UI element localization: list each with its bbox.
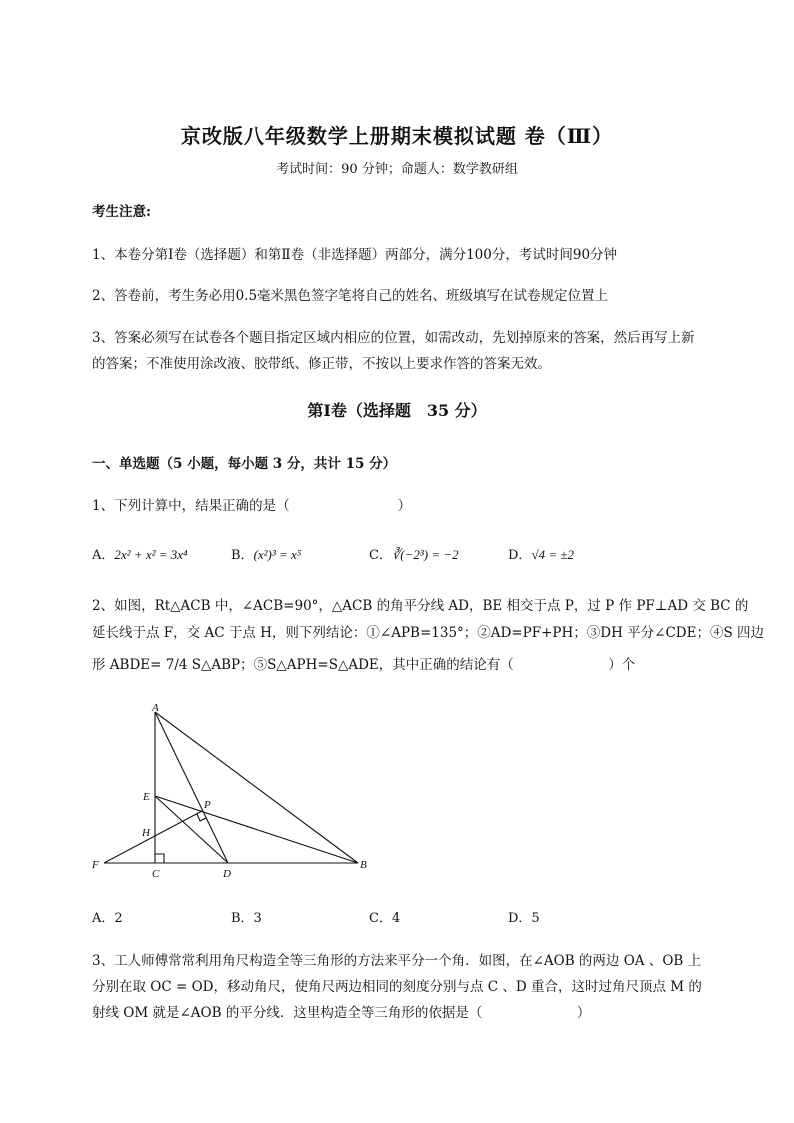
page-title: 京改版八年级数学上册期末模拟试题 卷（Ⅲ）: [180, 124, 614, 148]
exam-info: 考试时间：90 分钟；命题人：数学教研组: [276, 162, 518, 177]
point-label-d: D: [223, 868, 231, 880]
q1-option-d-expr: √4 = ±2: [531, 547, 574, 562]
question-2-line-2: 延长线于点 F，交 AC 于点 H，则下列结论：①∠APB=135°；②AD=PF+PH；③DH 平分∠CDE；④S 四边: [92, 625, 765, 641]
point-label-c: C: [152, 868, 160, 880]
q2-option-c[interactable]: C．4: [369, 911, 401, 926]
question-2-line-3: 形 ABDE= 7/4 S△ABP；⑤S△APH=S△ADE，其中正确的结论有（ ）个: [92, 657, 636, 673]
q2-option-b[interactable]: B．3: [231, 911, 262, 926]
segment-ad: [155, 712, 228, 863]
point-label-b: B: [360, 859, 367, 871]
notice-item-2: 2、答卷前，考生务必用0.5毫米黑色签字笔将自己的姓名、班级填写在试卷规定位置上: [92, 288, 609, 304]
q1-option-b-label: B．: [231, 548, 254, 563]
notice-heading: 考生注意:: [92, 204, 151, 220]
point-label-e: E: [143, 791, 150, 803]
q2-option-a[interactable]: A．2: [92, 911, 123, 926]
segment-be: [155, 796, 358, 863]
q1-option-a[interactable]: [92, 544, 188, 563]
question-1-stem: 1、下列计算中，结果正确的是（ ）: [92, 498, 412, 514]
q1-option-a-expr: 2x² + x² = 3x⁴: [114, 547, 188, 562]
notice-item-3-cont: 的答案；不准使用涂改液、胶带纸、修正带，不按以上要求作答的答案无效。: [92, 356, 551, 372]
segment-ed: [155, 796, 228, 863]
question-3-line-1: 3、工人师傅常常利用角尺构造全等三角形的方法来平分一个角．如图，在∠AOB 的两边 OA 、OB 上: [92, 953, 702, 969]
question-3-line-3: 射线 OM 就是∠AOB 的平分线．这里构造全等三角形的依据是（ ）: [92, 1005, 591, 1021]
point-label-h: H: [142, 827, 150, 839]
q2-triangle-figure: [88, 700, 378, 880]
question-3-line-2: 分别在取 OC = OD，移动角尺，使角尺两边相同的刻度分别与点 C 、D 重合，这时过角尺顶点 M 的: [92, 979, 702, 995]
q1-option-b[interactable]: [231, 544, 301, 563]
q1-option-c[interactable]: [369, 544, 459, 563]
q1-option-d-label: D．: [508, 548, 532, 563]
q2-option-d[interactable]: D．5: [508, 911, 540, 926]
notice-item-1: 1、本卷分第Ⅰ卷（选择题）和第Ⅱ卷（非选择题）两部分，满分100分，考试时间90分钟: [92, 247, 618, 263]
point-label-p: P: [204, 799, 211, 811]
q1-option-b-expr: (x²)³ = x⁵: [253, 547, 302, 562]
notice-item-3: 3、答案必须写在试卷各个题目指定区域内相应的位置，如需改动，先划掉原来的答案，然后再写上新: [92, 330, 695, 346]
q1-option-c-label: C．: [369, 548, 392, 563]
segment-ab: [155, 712, 358, 863]
q1-option-d[interactable]: [508, 544, 574, 563]
right-angle-c: [155, 854, 164, 863]
q1-option-a-label: A．: [92, 548, 115, 563]
point-label-f: F: [92, 859, 99, 871]
question-2-line-1: 2、如图，Rt△ACB 中，∠ACB=90°，△ACB 的角平分线 AD，BE 相交于点 P，过 P 作 PF⊥AD 交 BC 的: [92, 598, 749, 614]
segment-fp: [104, 811, 202, 863]
section-title: 第Ⅰ卷（选择题 35 分）: [307, 401, 487, 420]
point-label-a: A: [152, 702, 159, 714]
part-heading: 一、单选题（5 小题，每小题 3 分，共计 15 分）: [92, 456, 397, 472]
q1-option-c-expr: ∛(−2³) = −2: [391, 547, 459, 562]
